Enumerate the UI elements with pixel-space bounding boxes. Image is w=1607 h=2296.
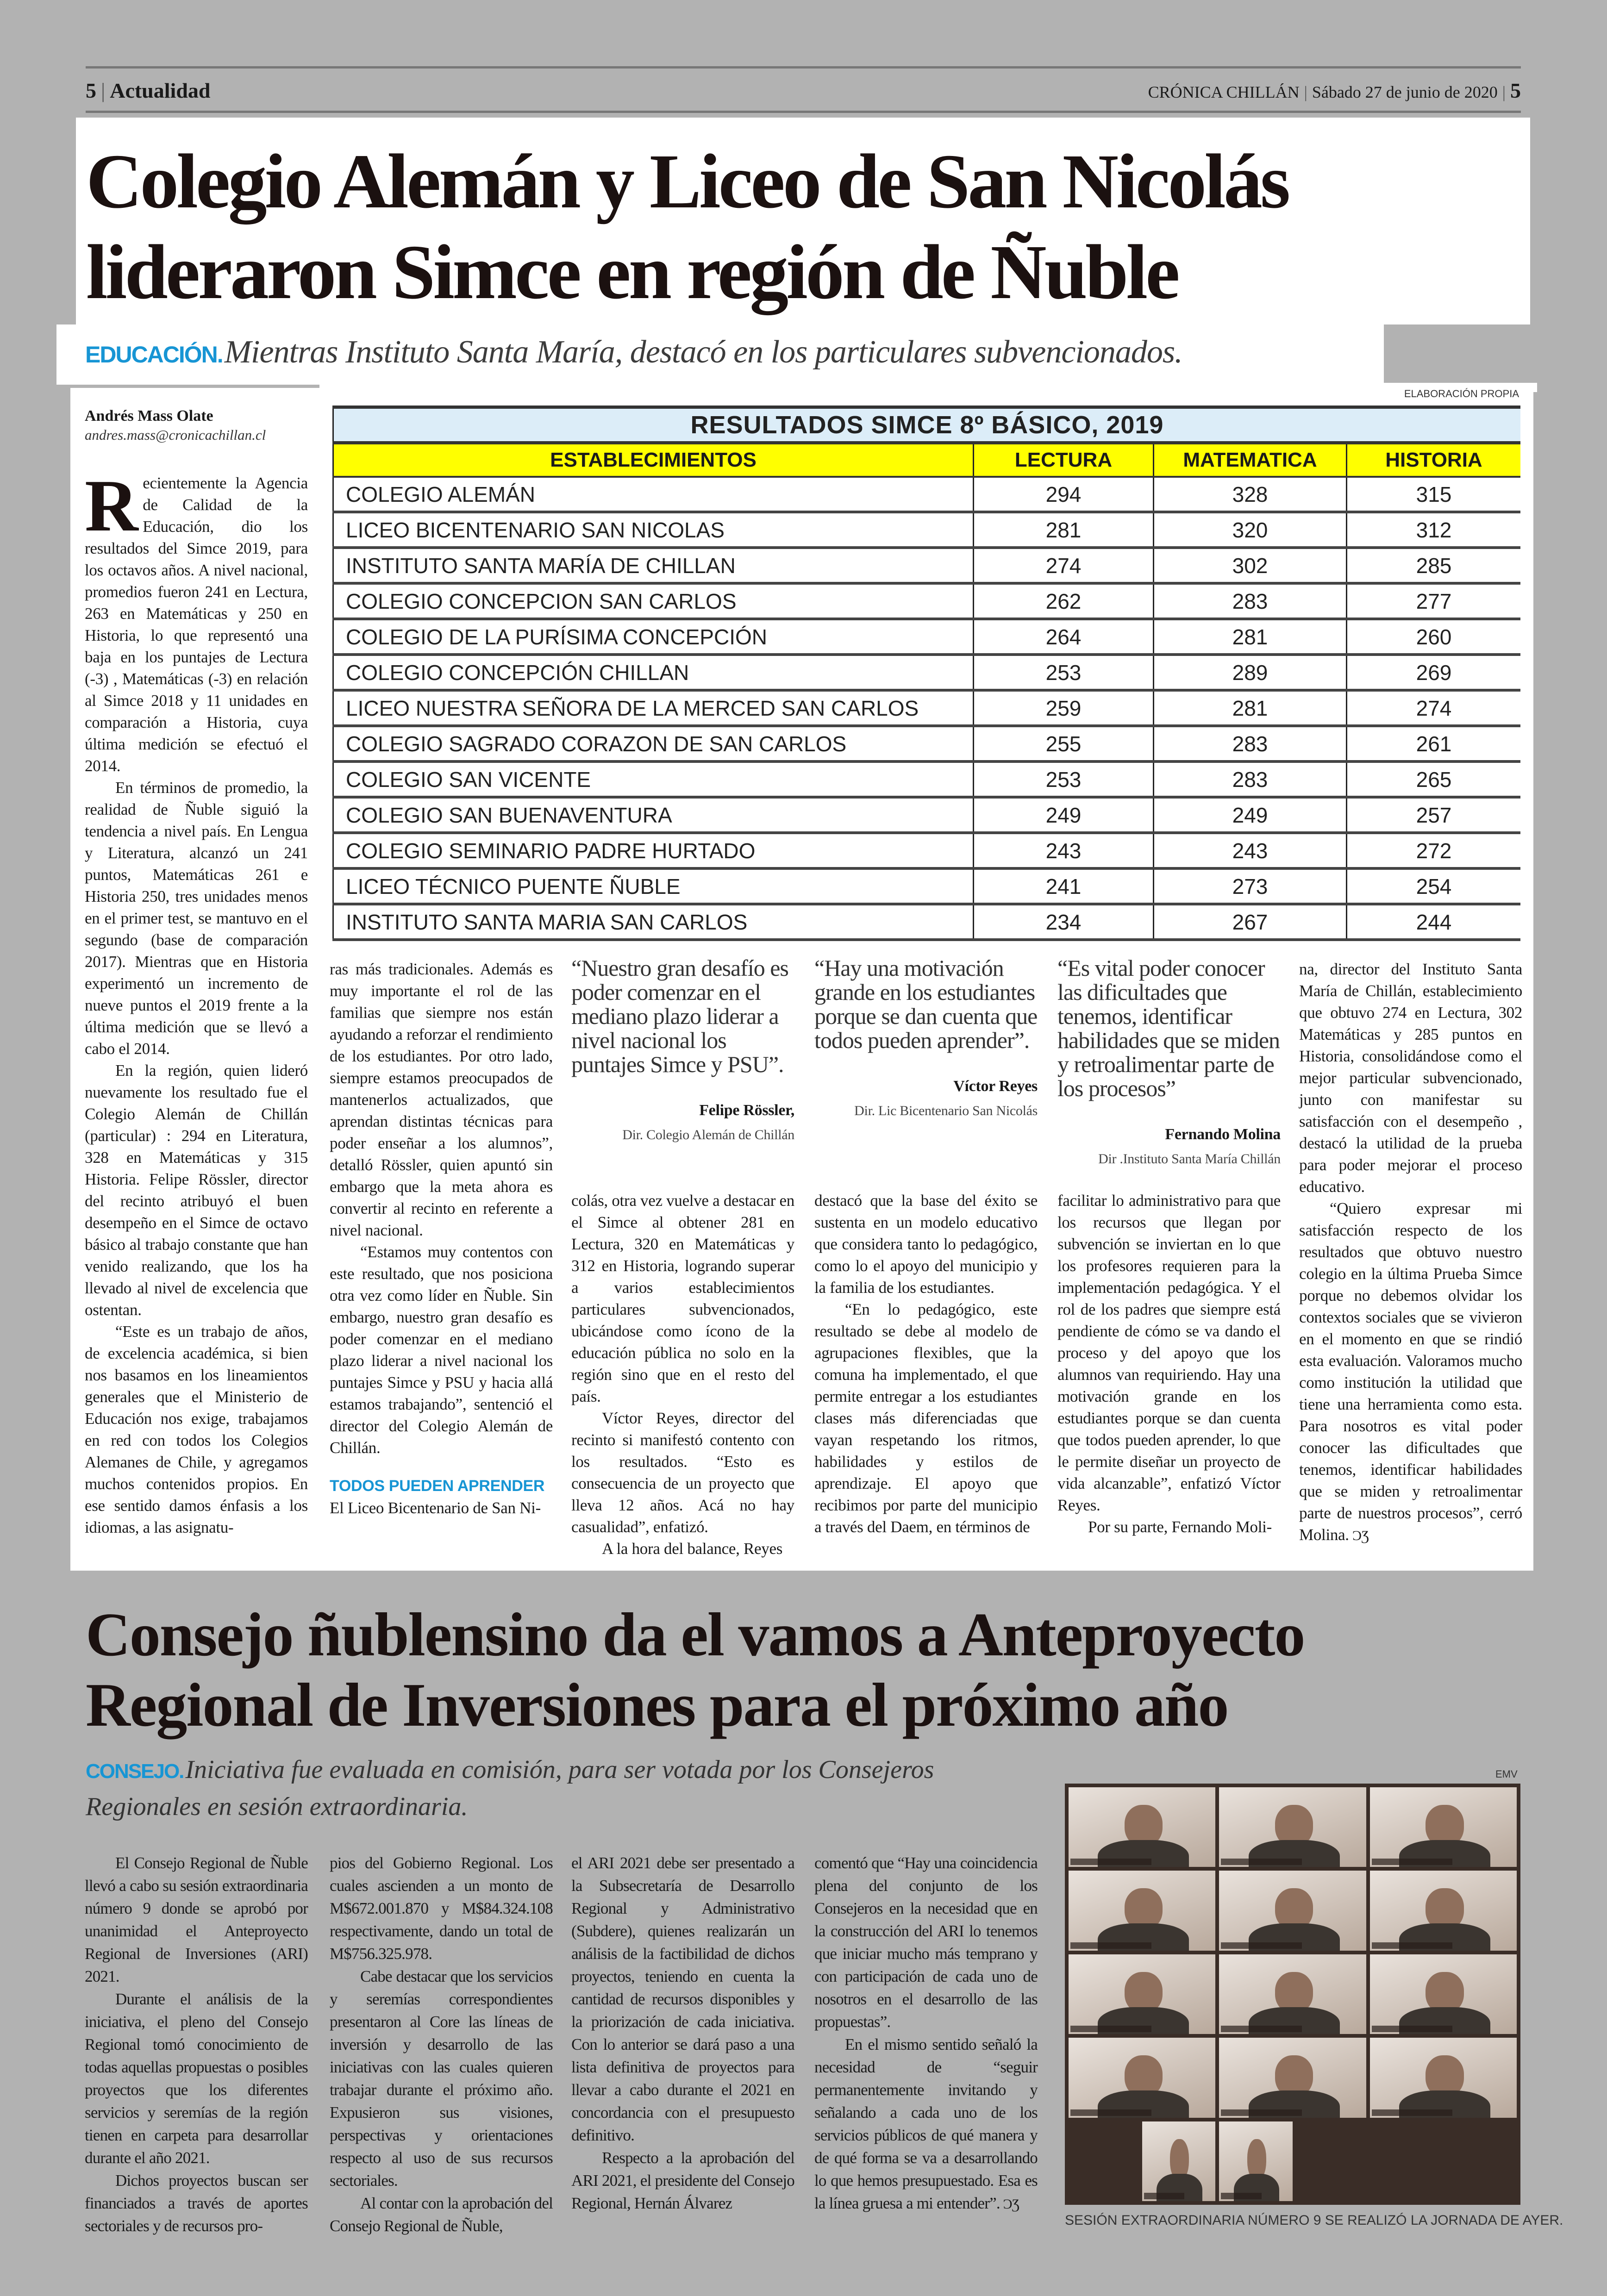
paragraph [85, 464, 308, 777]
headline-line: Regional de Inversiones para el próximo año [86, 1671, 1228, 1739]
simce-column-3 [571, 956, 794, 1560]
score-cell: 273 [1154, 868, 1347, 904]
deck-text: Iniciativa fue evaluada en comisión, para ser votada por los Consejeros Regionales en sesión extraordinaria. [86, 1755, 934, 1821]
paragraph-text: “Estamos muy contentos con este resultado, que nos posiciona otra vez como líder en Ñuble. Sin embargo, nuestro gran desafío es poder comenzar en el mediano plazo liderar a nivel nacional los puntajes Simce y PSU y hacia allá estamos trabajando”, sentenció el director del Colegio Alemán de Chillán. [330, 1243, 553, 1457]
participant-video-tile [1219, 1871, 1366, 1950]
end-mark-icon: ƆƷ [1349, 1528, 1369, 1543]
newspaper-name: CRÓNICA CHILLÁN [1148, 82, 1300, 101]
subhead-todos-pueden-aprender: TODOS PUEDEN APRENDER [330, 1477, 545, 1495]
participant-video-tile [1142, 2121, 1216, 2201]
column-header-lectura: LECTURA [974, 443, 1154, 477]
score-cell: 283 [1154, 761, 1347, 797]
table-row [333, 761, 1521, 797]
author-name: Andrés Mass Olate [85, 407, 213, 424]
photo-caption: SESIÓN EXTRAORDINARIA NÚMERO 9 SE REALIZÓ LA JORNADA DE AYER. [1065, 2213, 1563, 2228]
participant-tag [1221, 1942, 1302, 1949]
column-header-matematica: MATEMATICA [1154, 443, 1347, 477]
paragraph [85, 1060, 308, 1321]
table-row [333, 655, 1521, 690]
drop-cap: R [85, 464, 138, 547]
participant-tag [1221, 2109, 1302, 2116]
table-row [333, 512, 1521, 548]
score-cell: 281 [1154, 690, 1347, 726]
end-mark-icon: ƆƷ [1000, 2196, 1019, 2212]
school-name: INSTITUTO SANTA MARIA SAN CARLOS [333, 904, 974, 940]
quote-text: “Nuestro gran desafío es poder comenzar en el mediano plazo liderar a nivel nacional los puntajes Simce y PSU”. [571, 955, 788, 1077]
page-number: 5 [86, 78, 96, 102]
school-name: COLEGIO CONCEPCION SAN CARLOS [333, 583, 974, 619]
score-cell: 283 [1154, 726, 1347, 761]
participant-tag [1372, 1859, 1453, 1865]
table-row [333, 477, 1521, 512]
video-conference-photo [1065, 1784, 1520, 2205]
headline-line: lideraron Simce en región de Ñuble [86, 229, 1178, 315]
score-cell: 241 [974, 868, 1154, 904]
participant-video-tile [1069, 1871, 1215, 1950]
simce-results-table [332, 406, 1520, 941]
byline [85, 407, 308, 443]
participant-video-tile [1370, 1871, 1517, 1950]
score-cell: 234 [974, 904, 1154, 940]
page-number-right: 5 [1510, 78, 1521, 102]
quote-author-role: Dir .Instituto Santa María Chillán [1098, 1151, 1281, 1167]
score-cell: 320 [1154, 512, 1347, 548]
quote-author: Víctor Reyes [953, 1078, 1038, 1095]
paragraph [571, 1190, 794, 1407]
score-cell: 255 [974, 726, 1154, 761]
paragraph-text: Cabe destacar que los servicios y seremías correspondientes presentaron al Core las líneas de inversión y desarrollo de las iniciativas con las cuales quieren trabajar durante el próximo año. Expusieron sus visiones, perspectivas y orientaciones respecto al uso de sus recursos sectoriales. [330, 1967, 553, 2190]
paragraph [1299, 1198, 1522, 1547]
score-cell: 261 [1347, 726, 1521, 761]
school-name: LICEO BICENTENARIO SAN NICOLAS [333, 512, 974, 548]
paragraph [85, 2169, 308, 2237]
column-header-historia: HISTORIA [1347, 443, 1521, 477]
consejo-column-1 [85, 1852, 308, 2237]
table-row [333, 904, 1521, 940]
participant-video-tile [1219, 2038, 1366, 2117]
paragraph-text: “Quiero expresar mi satisfacción respecto de los resultados que obtuvo nuestro colegio en la última Prueba Simce porque no debemos olvidar los contextos sociales que se vivieron en el momento en que se rindió esta evaluación. Valoramos mucho como institución la utilidad que tiene una herramienta como esta. Para nosotros es vital poder conocer las dificultades que tenemos, identificar habilidades que se miden y retroalimentar parte de nuestros procesos”, cerró Molina. [1299, 1199, 1522, 1544]
participant-tag [1070, 2109, 1151, 2116]
school-name: COLEGIO DE LA PURÍSIMA CONCEPCIÓN [333, 619, 974, 655]
score-cell: 243 [1154, 833, 1347, 868]
school-name: COLEGIO SEMINARIO PADRE HURTADO [333, 833, 974, 868]
participant-tag [1144, 2193, 1184, 2199]
paragraph [571, 2146, 794, 2215]
participant-video-tile [1069, 1954, 1215, 2034]
simce-deck [56, 324, 1384, 385]
headline-line: Consejo ñublensino da el vamos a Anteproyecto [86, 1600, 1305, 1669]
section-name: Actualidad [110, 78, 211, 102]
paragraph-text: En términos de promedio, la realidad de Ñuble siguió la tendencia a nivel país. En Lengua y Literatura, alcanzó un 241 puntos, Matemáticas 261 e Historia 250, tres unidades menos en el primer test, se mantuvo en el segundo (base de comparación 2017). Mientras que en Historia experimentó un incremento de nueve puntos el 2019 frente a la última medición que se llevó a cabo el 2014. [85, 779, 308, 1058]
quote-author: Felipe Rössler, [699, 1102, 794, 1119]
score-cell: 264 [974, 619, 1154, 655]
school-name: LICEO TÉCNICO PUENTE ÑUBLE [333, 868, 974, 904]
paragraph [571, 1852, 794, 2146]
paragraph [814, 1298, 1038, 1538]
paragraph [814, 1852, 1038, 2033]
score-cell: 265 [1347, 761, 1521, 797]
pull-quote [1057, 956, 1281, 1190]
table-source: ELABORACIÓN PROPIA [1404, 388, 1519, 399]
score-cell: 302 [1154, 548, 1347, 583]
score-cell: 253 [974, 655, 1154, 690]
paragraph-text: colás, otra vez vuelve a destacar en el Simce al obtener 281 en Lectura, 320 en Matemáticas y 312 en Historia, logrando superar a varios establecimientos particulares subvencionados, ubicándose como ícono de la educación pública no solo en la región sino que en el resto del país. [571, 1192, 794, 1405]
quote-author: Fernando Molina [1165, 1126, 1281, 1143]
score-cell: 243 [974, 833, 1154, 868]
paragraph-text: na, director del Instituto Santa María de Chillán, establecimiento que obtuvo 274 en Lectura, 302 Matemáticas y 285 puntos en Historia, consolidándose como el mejor particular subvencionado, junto con manifestar su satisfacción con el desempeño , destacó la utilidad de la prueba para poder mejorar el proceso educativo. [1299, 960, 1522, 1196]
school-name: COLEGIO SAN BUENAVENTURA [333, 797, 974, 833]
participant-tag [1070, 1859, 1151, 1865]
issue-date: Sábado 27 de junio de 2020 [1312, 82, 1498, 101]
score-cell: 283 [1154, 583, 1347, 619]
paragraph-text: El Consejo Regional de Ñuble llevó a cabo su sesión extraordinaria número 9 donde se aprobó por unanimidad el Anteproyecto Regional de Inversiones (ARI) 2021. [85, 1854, 308, 1985]
table-row [333, 868, 1521, 904]
paragraph-text: pios del Gobierno Regional. Los cuales ascienden a un monto de M$672.001.870 y M$84.324.108 respectivamente, dando un total de M$756.325.978. [330, 1854, 553, 1963]
score-cell: 281 [974, 512, 1154, 548]
simce-headline [76, 118, 1530, 324]
paragraph-text: destacó que la base del éxito se sustenta en un modelo educativo que considera tanto lo pedagógico, como lo el apoyo del municipio y la familia de los estudiantes. [814, 1192, 1038, 1297]
paragraph [85, 1321, 308, 1538]
table-row [333, 797, 1521, 833]
paragraph-text: Víctor Reyes, director del recinto si manifestó contento con los resultados. “Esto es consecuencia de un proyecto que lleva 12 años. Acá no hay casualidad”, enfatizó. [571, 1409, 794, 1536]
pull-quote [571, 956, 794, 1190]
score-cell: 249 [1154, 797, 1347, 833]
quote-text: “Es vital poder conocer las dificultades que tenemos, identificar habilidades que se miden y retroalimentar parte de los procesos” [1057, 955, 1280, 1101]
masthead-info: CRÓNICA CHILLÁN | Sábado 27 de junio de 2020 | 5 [1148, 78, 1521, 102]
page-header [86, 74, 1521, 106]
paragraph-text: comentó que “Hay una coincidencia plena del conjunto de los Consejeros en la necesidad que en la construcción del ARI lo tenemos que iniciar mucho más temprano y con participación de cada uno de nosotros en el desarrollo de las propuestas”. [814, 1854, 1038, 2031]
consejo-headline [86, 1599, 1304, 1740]
participant-tag [1372, 1942, 1453, 1949]
participant-tag [1372, 2026, 1453, 2032]
school-name: COLEGIO CONCEPCIÓN CHILLAN [333, 655, 974, 690]
score-cell: 294 [974, 477, 1154, 512]
paragraph [1299, 958, 1522, 1198]
paragraph [85, 777, 308, 1060]
table-row [333, 548, 1521, 583]
paragraph [330, 2192, 553, 2237]
score-cell: 274 [974, 548, 1154, 583]
paragraph-text: Durante el análisis de la iniciativa, el pleno del Consejo Regional tomó conocimiento de todas aquellas propuestas o posibles proyectos que los diferentes servicios y seremías de la región tienen en carpeta para desarrollar durante el año 2021. [85, 1990, 308, 2167]
score-cell: 312 [1347, 512, 1521, 548]
paragraph-text: Por su parte, Fernando Moli- [1088, 1518, 1272, 1536]
kicker-educacion: EDUCACIÓN. [85, 342, 223, 368]
paragraph [1057, 1516, 1281, 1538]
simce-column-5 [1057, 956, 1281, 1538]
participant-video-tile [1069, 2038, 1215, 2117]
paragraph-text: En el mismo sentido señaló la necesidad de “seguir permanentemente invitando y señalando a cada uno de los servicios públicos de qué manera y de qué forma se va a desarrollando lo que hemos presupuestado. Esa es la línea gruesa a mi entender”. [814, 2035, 1038, 2212]
participant-tag [1070, 1942, 1151, 1949]
score-cell: 315 [1347, 477, 1521, 512]
consejo-deck [86, 1754, 1049, 1828]
paragraph [571, 1538, 794, 1560]
paragraph-text: En la región, quien lideró nuevamente los resultado fue el Colegio Alemán de Chillán (particular) : 294 en Literatura, 328 en Matemáticas y 315 Historia. Felipe Rössler, director del recinto atribuyó el buen desempeño en el Simce de octavo básico al trabajo constante que han venido realizando, que los ha llevado al nivel de excelencia que ostentan. [85, 1061, 308, 1319]
paragraph-text: ras más tradicionales. Además es muy importante el rol de las familias que siempre nos están ayudando a reforzar el rendimiento de los estudiantes. Por otro lado, siempre estamos preocupados de mantenerlos actualizados, que aprendan distintas técnicas para poder enseñar a los alumnos”, detalló Rössler, quien apuntó sin embargo que la meta ahora es convertir al recinto en referente a nivel nacional. [330, 960, 553, 1239]
table-row [333, 619, 1521, 655]
participant-video-tile [1370, 1787, 1517, 1867]
paragraph-text: facilitar lo administrativo para que los recursos que llegan por subvención se inviertan en lo que los profesores requieren para la implementación pedagógica. Y el rol de los padres que siempre está pendiente de cómo se va dando el proceso y del apoyo que los alumnos van requiriendo. Hay una motivación grande en los estudiantes porque se dan cuenta que todos pueden aprender, lo que le permite diseñar un proyecto de vida alcanzable”, enfatizó Víctor Reyes. [1057, 1192, 1281, 1514]
participant-video-tile [1370, 1954, 1517, 2034]
paragraph-text: “Este es un trabajo de años, de excelencia académica, si bien nos basamos en los lineamientos generales que el Ministerio de Educación nos exige, trabajamos en red con todos los Colegios Alemanes de Chile, y agregamos muchos contenidos propios. En ese sentido damos énfasis a los idiomas, a las asignatu- [85, 1323, 308, 1536]
consejo-column-4 [814, 1852, 1038, 2215]
simce-column-2 [330, 958, 553, 1519]
simce-column-6 [1299, 958, 1522, 1547]
table-row [333, 583, 1521, 619]
score-cell: 281 [1154, 619, 1347, 655]
participant-tag [1221, 2026, 1302, 2032]
participant-tag [1372, 2109, 1453, 2116]
participant-tag [1221, 1859, 1302, 1865]
score-cell: 244 [1347, 904, 1521, 940]
table-row [333, 833, 1521, 868]
score-cell: 269 [1347, 655, 1521, 690]
paragraph-text: Al contar con la aprobación del Consejo Regional de Ñuble, [330, 2194, 553, 2235]
table-row [333, 726, 1521, 761]
score-cell: 262 [974, 583, 1154, 619]
paragraph [330, 958, 553, 1241]
participant-video-tile [1370, 2038, 1517, 2117]
paragraph [571, 1407, 794, 1538]
score-cell: 267 [1154, 904, 1347, 940]
participant-video-tile [1219, 2121, 1293, 2201]
quote-author-role: Dir. Colegio Alemán de Chillán [622, 1127, 794, 1142]
score-cell: 249 [974, 797, 1154, 833]
participant-video-tile [1219, 1954, 1366, 2034]
paragraph-text: el ARI 2021 debe ser presentado a la Subsecretaría de Desarrollo Regional y Administrativo (Subdere), quienes realizarán un análisis de la factibilidad de dichos proyectos, teniendo en cuenta la cantidad de recursos disponibles y la priorización de cada iniciativa. Con lo anterior se dará paso a una lista definitiva de proyectos para llevar a cabo durante el 2021 en concordancia con el presupuesto definitivo. [571, 1854, 794, 2144]
participant-video-tile [1069, 1787, 1215, 1867]
paragraph: El Liceo Bicentenario de San Ni- [330, 1499, 541, 1517]
deck-text: Mientras Instituto Santa María, destacó en los particulares subvencionados. [224, 334, 1182, 370]
consejo-column-2 [330, 1852, 553, 2237]
paragraph [330, 1852, 553, 1965]
participant-tag [1221, 2193, 1261, 2199]
score-cell: 328 [1154, 477, 1347, 512]
headline-line: Colegio Alemán y Liceo de San Nicolás [86, 138, 1288, 225]
participant-video-tile [1219, 1787, 1366, 1867]
paragraph-text: A la hora del balance, Reyes [602, 1540, 783, 1558]
paragraph [330, 1965, 553, 2192]
paragraph-text: ecientemente la Agencia de Calidad de la Educación, dio los resultados del Simce 2019, para los octavos años. A nivel nacional, promedios fueron 241 en Lectura, 263 en Matemáticas y 250 en Historia, lo que representó una baja en los puntajes de Lectura (-3) , Matemáticas (-3) en relación al Simce 2018 y 11 unidades en comparación a Historia, cuya última medición se efectuó el 2014. [85, 474, 308, 775]
paragraph [85, 1852, 308, 1988]
score-cell: 260 [1347, 619, 1521, 655]
school-name: LICEO NUESTRA SEÑORA DE LA MERCED SAN CARLOS [333, 690, 974, 726]
school-name: COLEGIO SAGRADO CORAZON DE SAN CARLOS [333, 726, 974, 761]
score-cell: 274 [1347, 690, 1521, 726]
quote-author-role: Dir. Lic Bicentenario San Nicolás [854, 1103, 1038, 1118]
pull-quote [814, 956, 1038, 1190]
score-cell: 272 [1347, 833, 1521, 868]
paragraph [330, 1241, 553, 1459]
score-cell: 257 [1347, 797, 1521, 833]
simce-column-1 [85, 464, 308, 1538]
quote-text: “Hay una motivación grande en los estudiantes porque se dan cuenta que todos pueden aprender”. [814, 955, 1038, 1053]
paragraph-text: Dichos proyectos buscan ser financiados a través de aportes sectoriales y de recursos pro- [85, 2171, 308, 2235]
score-cell: 254 [1347, 868, 1521, 904]
table-top-margin [319, 383, 1537, 392]
school-name: COLEGIO SAN VICENTE [333, 761, 974, 797]
kicker-consejo: CONSEJO. [86, 1760, 184, 1783]
school-name: INSTITUTO SANTA MARÍA DE CHILLAN [333, 548, 974, 583]
score-cell: 277 [1347, 583, 1521, 619]
score-cell: 289 [1154, 655, 1347, 690]
table-title: RESULTADOS SIMCE 8º BÁSICO, 2019 [333, 407, 1521, 443]
school-name: COLEGIO ALEMÁN [333, 477, 974, 512]
simce-column-4 [814, 956, 1038, 1538]
paragraph [814, 1190, 1038, 1298]
paragraph [85, 1988, 308, 2169]
section-label: 5 | Actualidad [86, 78, 211, 102]
header-top-rule [86, 66, 1521, 69]
paragraph-text: “En lo pedagógico, este resultado se debe al modelo de agrupaciones flexibles, que la comuna ha implementado, el que permite entregar a los estudiantes clases más diferenciadas que vayan respetando los ritmos, habilidades y estilos de aprendizaje. El apoyo que recibimos por parte del municipio a través del Daem, en términos de [814, 1300, 1038, 1536]
consejo-column-3 [571, 1852, 794, 2215]
score-cell: 259 [974, 690, 1154, 726]
table-row [333, 690, 1521, 726]
paragraph-text: Respecto a la aprobación del ARI 2021, el presidente del Consejo Regional, Hernán Álvarez [571, 2149, 794, 2212]
header-bottom-rule [86, 111, 1521, 113]
author-email[interactable]: andres.mass@cronicachillan.cl [85, 427, 266, 443]
photo-credit: EMV [1495, 1768, 1518, 1780]
participant-tag [1070, 2026, 1151, 2032]
score-cell: 253 [974, 761, 1154, 797]
score-cell: 285 [1347, 548, 1521, 583]
column-header-establecimientos: ESTABLECIMIENTOS [333, 443, 974, 477]
paragraph [1057, 1190, 1281, 1516]
paragraph [814, 2033, 1038, 2215]
